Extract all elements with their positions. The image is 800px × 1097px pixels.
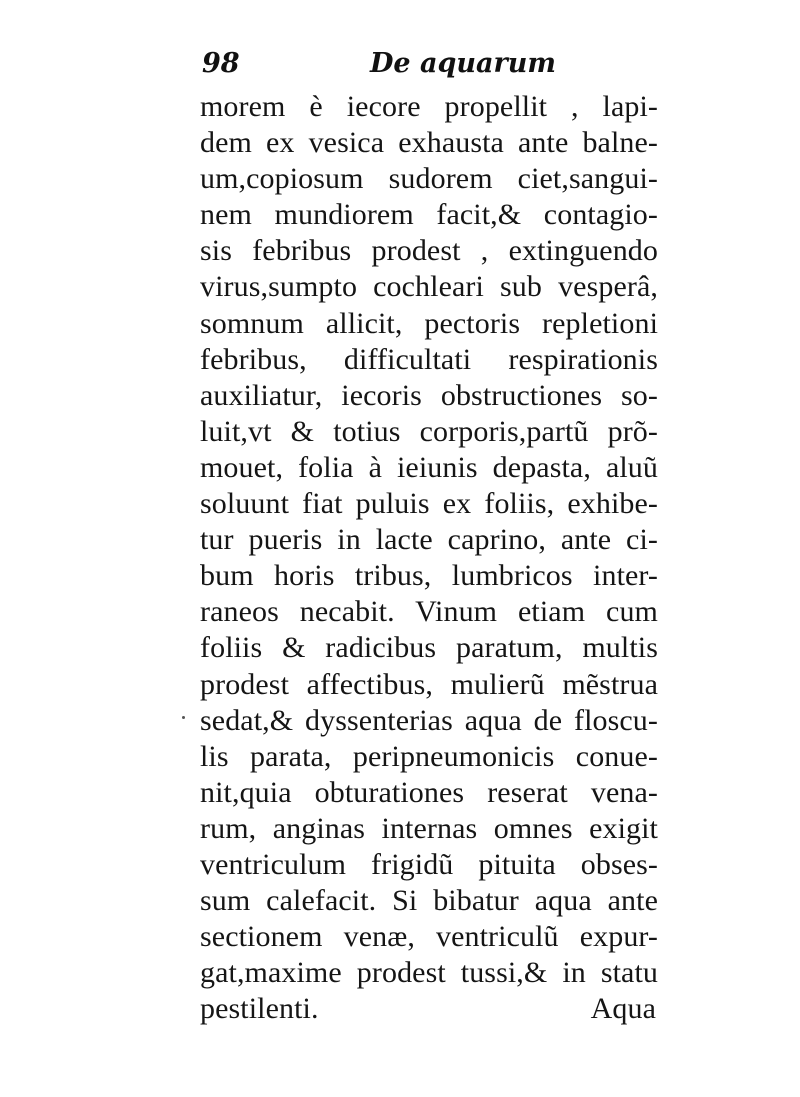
catchword: Aqua (590, 992, 656, 1026)
last-line-text: pestilenti. (200, 992, 319, 1026)
text-line: febribus, difficultati respirationis (200, 342, 658, 376)
page-number: 98 (202, 48, 240, 79)
margin-speck (182, 716, 185, 719)
text-line: soluunt fiat puluis ex foliis, exhibe- (200, 487, 658, 521)
text-line: dem ex vesica exhausta ante balne- (200, 126, 658, 160)
text-line: mouet, folia à ieiunis depasta, aluũ (200, 450, 658, 484)
text-line: raneos necabit. Vinum etiam cum (200, 595, 658, 629)
text-line: sis febribus prodest , extinguendo (200, 234, 658, 268)
text-line: um,copiosum sudorem ciet,sangui- (200, 162, 658, 196)
text-line: somnum allicit, pectoris repletioni (200, 306, 658, 340)
text-line: gat,maxime prodest tussi,& in statu (200, 956, 658, 990)
text-line: sectionem venæ, ventriculũ expur- (200, 920, 658, 954)
text-line: lis parata, peripneumonicis conue- (200, 739, 658, 773)
text-line: foliis & radicibus paratum, multis (200, 631, 658, 665)
last-line (200, 991, 658, 1027)
body-text (200, 89, 658, 1027)
text-line: tur pueris in lacte caprino, ante ci- (200, 523, 658, 557)
running-head: De aquarum (370, 48, 556, 79)
text-line: sedat,& dyssenterias aqua de floscu- (200, 703, 658, 737)
text-line: rum, anginas internas omnes exigit (200, 811, 658, 845)
text-line: luit,vt & totius corporis,partũ prõ- (200, 414, 658, 448)
text-line: prodest affectibus, mulierũ mẽstrua (200, 667, 658, 701)
page-header (200, 48, 660, 88)
text-line: virus,sumpto cochleari sub vesperâ, (200, 270, 658, 304)
text-line: morem è iecore propellit , lapi- (200, 90, 658, 123)
text-line: ventriculum frigidũ pituita obses- (200, 847, 658, 881)
text-line: nem mundiorem facit,& contagio- (200, 198, 658, 232)
text-line: sum calefacit. Si bibatur aqua ante (200, 884, 658, 918)
text-line: nit,quia obturationes reserat vena- (200, 775, 658, 809)
text-line: bum horis tribus, lumbricos inter- (200, 559, 658, 593)
text-line: auxiliatur, iecoris obstructiones so- (200, 378, 658, 412)
